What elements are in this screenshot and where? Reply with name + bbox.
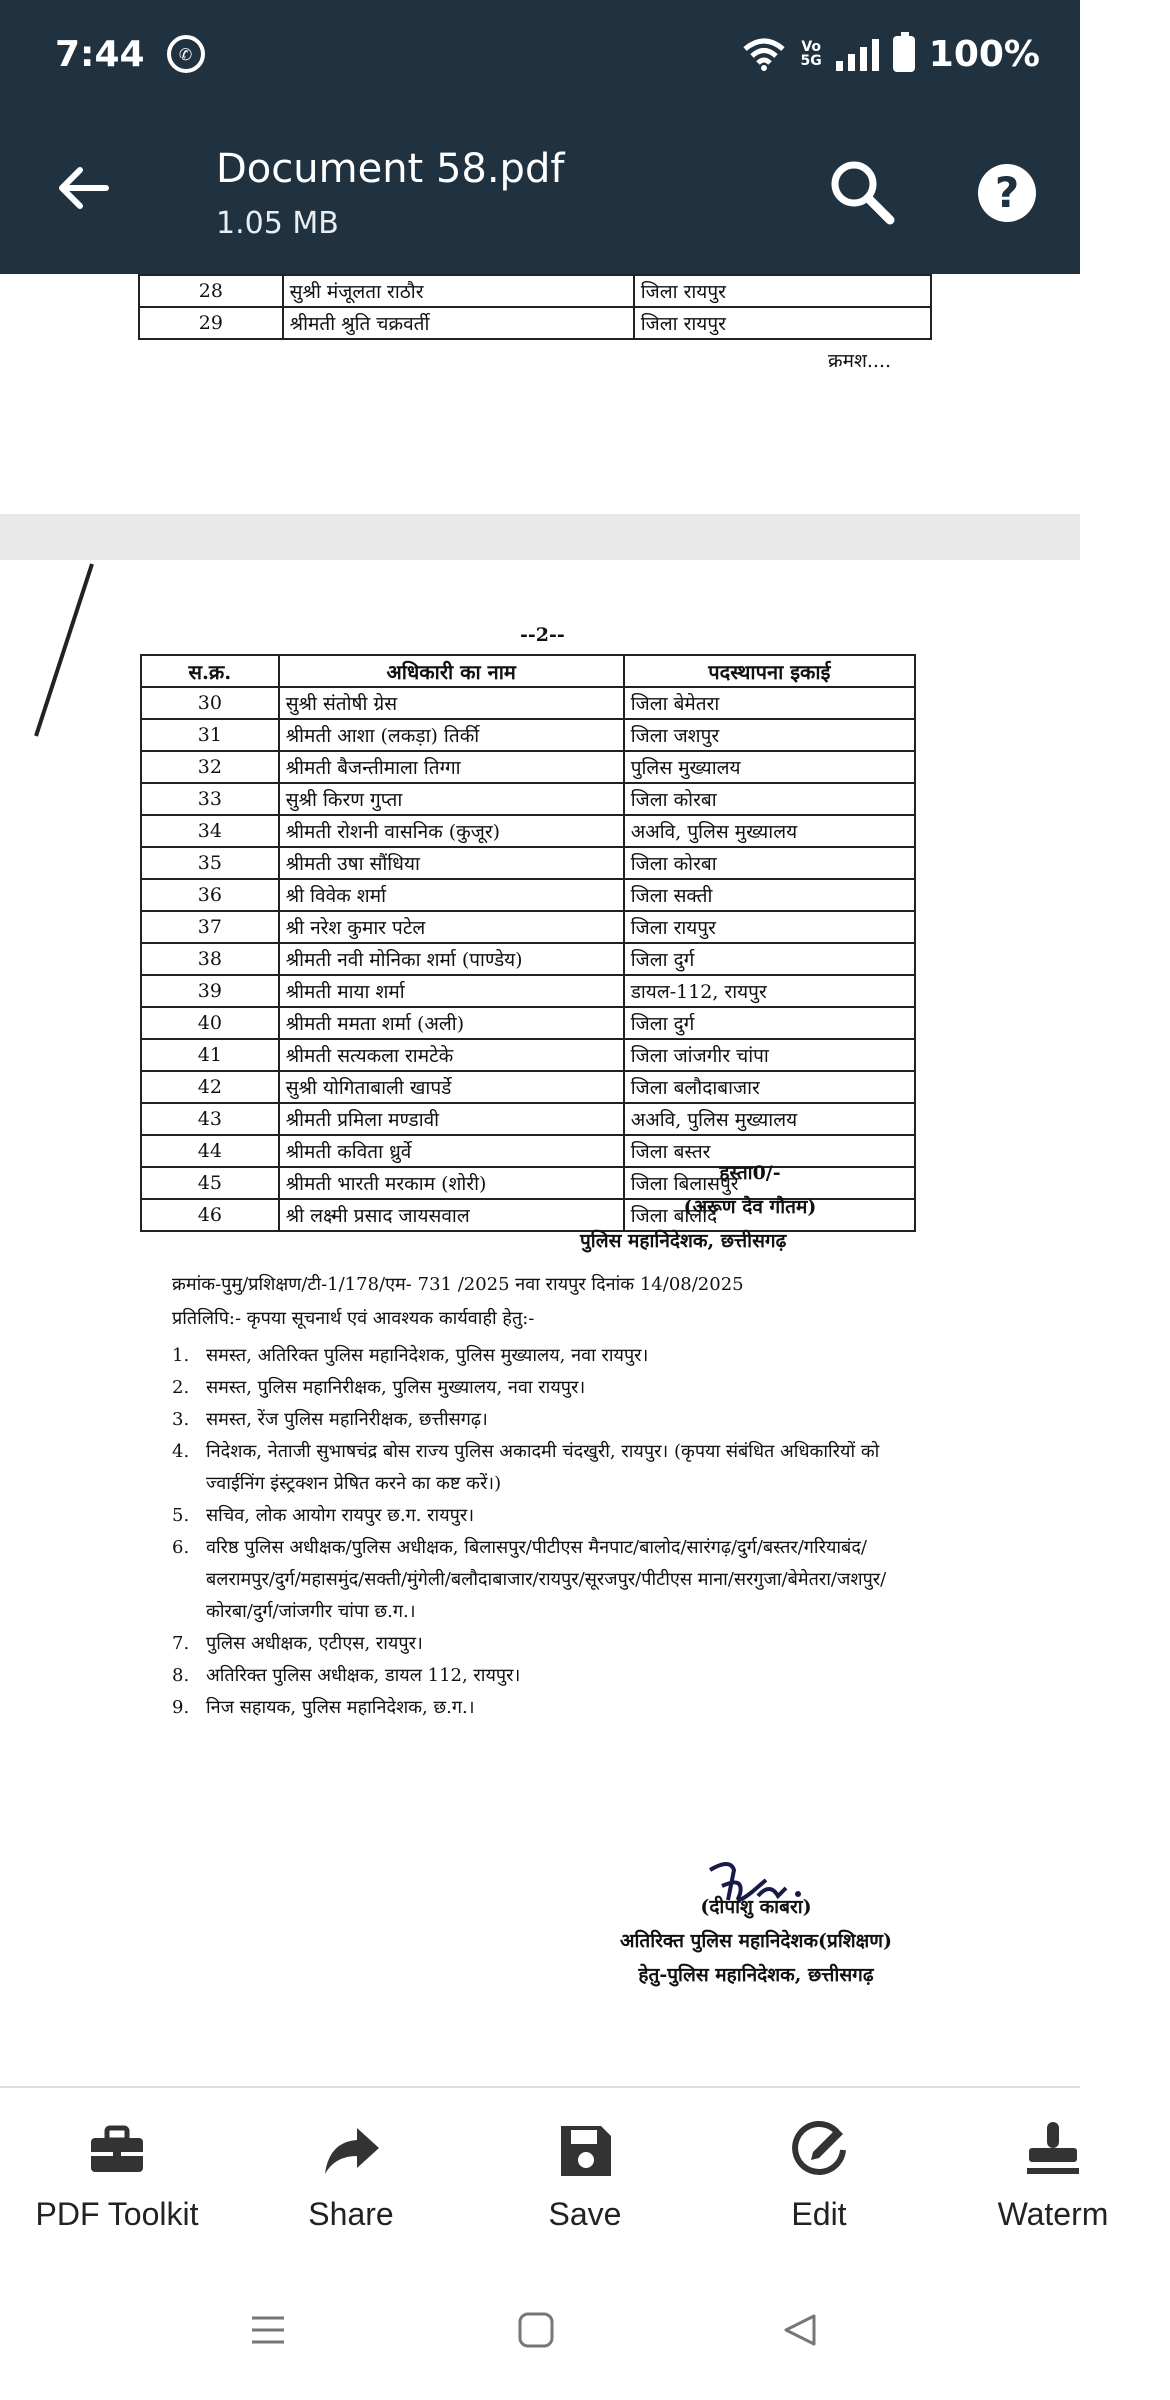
home-icon[interactable] — [516, 2310, 556, 2350]
continued-label: क्रमश.... — [828, 350, 892, 372]
copy-list-text: समस्त, पुलिस महानिरीक्षक, पुलिस मुख्यालय, नवा रायपुर। — [206, 1377, 586, 1398]
copy-list-text: निदेशक, नेताजी सुभाषचंद्र बोस राज्य पुलिस अकादमी चंदखुरी, रायपुर। (कृपया संबंधित अधिकारियों को ज्वाईनिंग इंस्ट्रक्शन प्रेषित करने का कष्ट करें।) — [206, 1441, 880, 1494]
signatory-1-name: (अरूण देव गौतम) — [683, 1196, 817, 1218]
edit-button[interactable] — [702, 2088, 936, 2266]
row-sn: 34 — [141, 815, 279, 847]
copy-list-number: 4. — [172, 1441, 190, 1462]
signal-icon — [836, 37, 879, 71]
network-volte: Vo — [801, 39, 821, 55]
row-unit: जिला बलौदाबाजार — [624, 1071, 915, 1103]
back-icon[interactable] — [780, 2310, 820, 2350]
row-unit: अअवि, पुलिस मुख्यालय — [624, 815, 915, 847]
pdf-toolkit-label: PDF Toolkit — [35, 2196, 199, 2232]
row-name: श्री विवेक शर्मा — [279, 879, 624, 911]
col-header-name: अधिकारी का नाम — [279, 655, 624, 687]
copy-list-item — [172, 1532, 922, 1628]
row-unit: जिला कोरबा — [624, 783, 915, 815]
row-name: श्रीमती माया शर्मा — [279, 975, 624, 1007]
table-row — [141, 751, 915, 783]
table-row — [141, 719, 915, 751]
copy-list-item — [172, 1372, 922, 1404]
col-header-unit: पदस्थापना इकाई — [624, 655, 915, 687]
pdf-viewer[interactable] — [0, 274, 1080, 2086]
stamp-icon — [1021, 2118, 1085, 2182]
row-unit: पुलिस मुख्यालय — [624, 751, 915, 783]
table-row — [141, 1103, 915, 1135]
table-row — [141, 1007, 915, 1039]
share-button[interactable] — [234, 2088, 468, 2266]
row-name: श्रीमती उषा सौंधिया — [279, 847, 624, 879]
row-unit: अअवि, पुलिस मुख्यालय — [624, 1103, 915, 1135]
whatsapp-icon: ✆ — [167, 35, 205, 73]
row-name: सुश्री योगिताबाली खापर्डे — [279, 1071, 624, 1103]
save-button[interactable] — [468, 2088, 702, 2266]
copy-list-text: समस्त, रेंज पुलिस महानिरीक्षक, छत्तीसगढ़। — [206, 1409, 488, 1430]
table-row — [141, 1071, 915, 1103]
scan-mark — [30, 560, 100, 740]
row-name: श्री नरेश कुमार पटेल — [279, 911, 624, 943]
pdf-toolkit-button[interactable] — [0, 2088, 234, 2266]
row-name: श्रीमती प्रमिला मण्डावी — [279, 1103, 624, 1135]
row-unit: जिला कोरबा — [624, 847, 915, 879]
page-number: --2-- — [520, 624, 565, 646]
document-size: 1.05 MB — [216, 206, 339, 241]
row-unit: जिला दुर्ग — [624, 1007, 915, 1039]
edit-icon — [787, 2118, 851, 2182]
signatory-2-on-behalf: हेतु-पुलिस महानिदेशक, छत्तीसगढ़ — [638, 1964, 874, 1986]
table-row — [141, 943, 915, 975]
officer-table — [140, 654, 916, 1232]
row-sn: 44 — [141, 1135, 279, 1167]
row-sn: 41 — [141, 1039, 279, 1071]
row-sn: 32 — [141, 751, 279, 783]
table-row — [139, 275, 931, 307]
edit-label: Edit — [791, 2196, 847, 2232]
row-sn: 38 — [141, 943, 279, 975]
copy-list-item — [172, 1436, 922, 1500]
copy-list-number: 3. — [172, 1409, 190, 1430]
row-name: श्रीमती भारती मरकाम (शोरी) — [279, 1167, 624, 1199]
row-name: श्रीमती आशा (लकड़ा) तिर्की — [279, 719, 624, 751]
col-header-sn: स.क्र. — [141, 655, 279, 687]
signatory-1-designation: पुलिस महानिदेशक, छत्तीसगढ़ — [580, 1230, 787, 1252]
signatory-2-name: (दीपांशु काबरा) — [700, 1896, 812, 1918]
share-label: Share — [308, 2196, 394, 2232]
copy-list-text: सचिव, लोक आयोग रायपुर छ.ग. रायपुर। — [206, 1505, 475, 1526]
watermark-button[interactable] — [936, 2088, 1170, 2266]
copy-list-item — [172, 1500, 922, 1532]
row-name: श्रीमती श्रुति चक्रवर्ती — [283, 307, 634, 339]
row-name: श्रीमती बैजन्तीमाला तिग्गा — [279, 751, 624, 783]
copy-list-item — [172, 1340, 922, 1372]
row-sn: 29 — [139, 307, 283, 339]
table-row — [141, 975, 915, 1007]
row-sn: 31 — [141, 719, 279, 751]
bottom-toolbar — [0, 2086, 1109, 2266]
row-name: श्रीमती सत्यकला रामटेके — [279, 1039, 624, 1071]
table-row — [141, 911, 915, 943]
document-title: Document 58.pdf — [216, 146, 565, 192]
reference-line: क्रमांक-पुमु/प्रशिक्षण/टी-1/178/एम- 731 /2025 नवा रायपुर दिनांक 14/08/2025 — [172, 1274, 744, 1295]
copy-list-item — [172, 1404, 922, 1436]
table-row — [141, 879, 915, 911]
row-name: सुश्री संतोषी ग्रेस — [279, 687, 624, 719]
copy-list-item — [172, 1660, 922, 1692]
row-sn: 45 — [141, 1167, 279, 1199]
system-nav-bar — [0, 2266, 1080, 2400]
status-bar — [0, 0, 1080, 108]
row-unit: जिला रायपुर — [624, 911, 915, 943]
copy-list-text: पुलिस अधीक्षक, एटीएस, रायपुर। — [206, 1633, 423, 1654]
signatory-1 — [620, 1156, 880, 1224]
back-arrow-icon[interactable] — [54, 158, 114, 218]
table-row — [141, 1039, 915, 1071]
watermark-label: Waterm — [997, 2196, 1109, 2232]
wifi-icon — [741, 36, 787, 72]
signed-mark: हस्ता0/- — [719, 1162, 781, 1184]
row-unit: जिला बिलासपुर — [624, 1167, 915, 1199]
signatory-2 — [606, 1890, 906, 1992]
row-name: श्रीमती रोशनी वासनिक (कुजूर) — [279, 815, 624, 847]
row-name: श्रीमती कविता ध्रुर्वे — [279, 1135, 624, 1167]
row-unit: जिला सक्ती — [624, 879, 915, 911]
row-sn: 40 — [141, 1007, 279, 1039]
table-row — [141, 847, 915, 879]
copy-list-text: निज सहायक, पुलिस महानिदेशक, छ.ग.। — [206, 1697, 475, 1718]
row-unit: जिला दुर्ग — [624, 943, 915, 975]
row-unit: जिला रायपुर — [634, 275, 931, 307]
row-unit: जिला जशपुर — [624, 719, 915, 751]
row-sn: 39 — [141, 975, 279, 1007]
row-name: श्रीमती ममता शर्मा (अली) — [279, 1007, 624, 1039]
copy-list-number: 7. — [172, 1633, 190, 1654]
table-row — [141, 815, 915, 847]
toolbox-icon — [85, 2118, 149, 2182]
copy-list-number: 5. — [172, 1505, 190, 1526]
row-name: सुश्री किरण गुप्ता — [279, 783, 624, 815]
row-sn: 35 — [141, 847, 279, 879]
copy-intro: प्रतिलिपि:- कृपया सूचनार्थ एवं आवश्यक कार्यवाही हेतु:- — [172, 1308, 535, 1329]
copy-list-number: 9. — [172, 1697, 190, 1718]
row-sn: 46 — [141, 1199, 279, 1231]
table-row — [139, 307, 931, 339]
status-time: 7:44 — [55, 33, 145, 75]
table-row — [141, 687, 915, 719]
network-type — [801, 40, 822, 68]
table-row — [141, 783, 915, 815]
save-icon — [553, 2118, 617, 2182]
copy-list-item — [172, 1628, 922, 1660]
copy-list-number: 8. — [172, 1665, 190, 1686]
copy-list-text: वरिष्ठ पुलिस अधीक्षक/पुलिस अधीक्षक, बिलासपुर/पीटीएस मैनपाट/बालोद/सारंगढ़/दुर्ग/बस्तर/गरियाबंद/बलरामपुर/दुर्ग/महासमुंद/सक्ती/मुंगेली/बलौदाबाजार/रायपुर/सूरजपुर/पीटीएस माना/सरगुजा/बेमेतरा/जशपुर/कोरबा/दुर्ग/जांजगीर चांपा छ.ग.। — [206, 1537, 887, 1622]
row-sn: 33 — [141, 783, 279, 815]
copy-list-text: समस्त, अतिरिक्त पुलिस महानिदेशक, पुलिस मुख्यालय, नवा रायपुर। — [206, 1345, 649, 1366]
copy-list-item — [172, 1692, 922, 1724]
save-label: Save — [548, 2196, 622, 2232]
recent-apps-icon[interactable] — [248, 2310, 288, 2350]
row-sn: 37 — [141, 911, 279, 943]
search-icon[interactable] — [826, 156, 898, 228]
row-name: श्रीमती नवी मोनिका शर्मा (पाण्डेय) — [279, 943, 624, 975]
signatory-2-designation: अतिरिक्त पुलिस महानिदेशक(प्रशिक्षण) — [619, 1930, 893, 1952]
row-unit: जिला जांजगीर चांपा — [624, 1039, 915, 1071]
battery-icon — [893, 36, 915, 72]
pdf-page-1 — [0, 274, 1080, 514]
row-sn: 43 — [141, 1103, 279, 1135]
row-unit: डायल-112, रायपुर — [624, 975, 915, 1007]
share-icon — [319, 2118, 383, 2182]
row-unit: जिला बेमेतरा — [624, 687, 915, 719]
row-unit: जिला रायपुर — [634, 307, 931, 339]
row-sn: 36 — [141, 879, 279, 911]
copy-list-text: अतिरिक्त पुलिस अधीक्षक, डायल 112, रायपुर। — [206, 1665, 521, 1686]
row-unit: जिला बालोद — [624, 1199, 915, 1231]
officer-table-continued — [138, 274, 932, 340]
help-icon[interactable]: ? — [978, 164, 1036, 222]
copy-list — [172, 1340, 922, 1724]
row-sn: 28 — [139, 275, 283, 307]
row-sn: 30 — [141, 687, 279, 719]
battery-percent: 100% — [928, 33, 1040, 75]
copy-list-number: 6. — [172, 1537, 190, 1558]
network-5g: 5G — [800, 53, 822, 69]
row-name: श्री लक्ष्मी प्रसाद जायसवाल — [279, 1199, 624, 1231]
status-icons — [741, 34, 1040, 75]
copy-list-number: 2. — [172, 1377, 190, 1398]
pdf-page-2 — [0, 560, 1080, 2086]
table-header — [141, 655, 915, 687]
row-sn: 42 — [141, 1071, 279, 1103]
row-name: सुश्री मंजूलता राठौर — [283, 275, 634, 307]
row-unit: जिला बस्तर — [624, 1135, 915, 1167]
app-bar — [0, 108, 1080, 274]
copy-list-number: 1. — [172, 1345, 190, 1366]
